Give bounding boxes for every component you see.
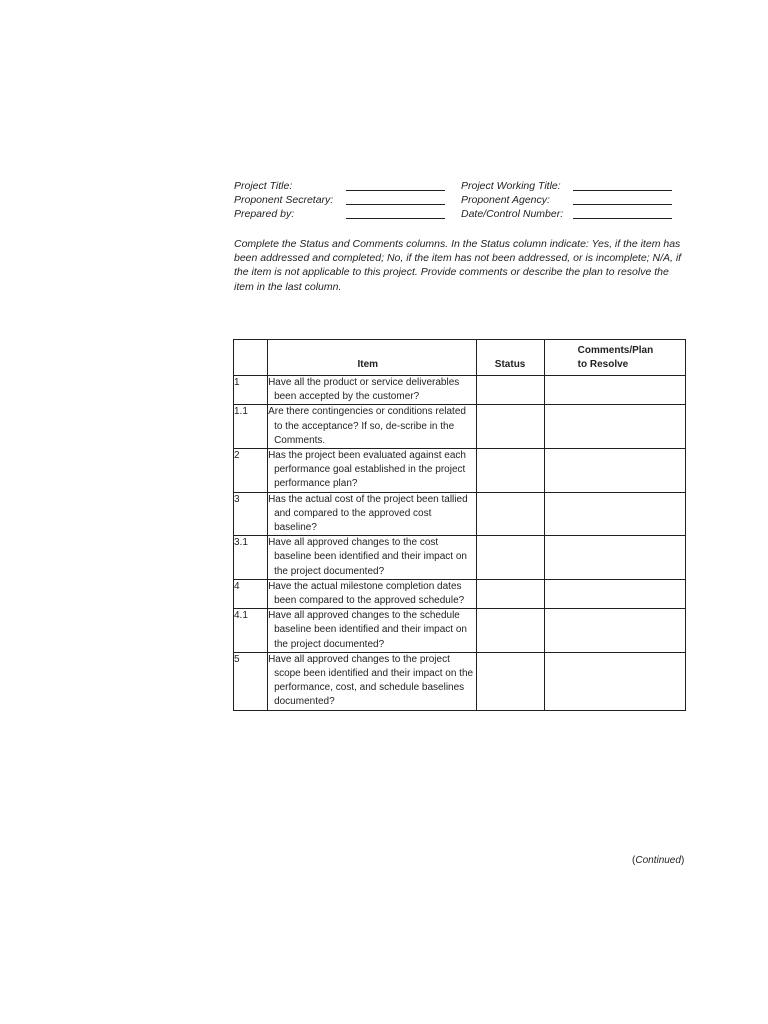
project-title-field[interactable] <box>346 190 445 191</box>
comments-cell[interactable] <box>544 652 685 710</box>
item-number: 4.1 <box>234 609 268 653</box>
comments-cell[interactable] <box>544 579 685 608</box>
proponent-secretary-field[interactable] <box>346 204 445 205</box>
item-number: 3.1 <box>234 536 268 580</box>
item-question-text: Have all the product or service deliverables been accepted by the customer? <box>268 377 460 403</box>
comments-cell[interactable] <box>544 449 685 493</box>
prepared-by-field[interactable] <box>346 218 445 219</box>
item-question <box>268 579 476 608</box>
item-question <box>268 492 476 536</box>
item-number: 4 <box>234 579 268 608</box>
proponent-agency-field[interactable] <box>573 204 672 205</box>
comments-header-line-1: Comments/Plan <box>577 344 654 356</box>
prepared-by-label: Prepared by: <box>234 208 295 220</box>
project-header-fields <box>234 180 684 222</box>
status-cell[interactable] <box>476 405 544 449</box>
item-question <box>268 405 476 449</box>
date-control-number-label: Date/Control Number: <box>461 208 564 220</box>
table-row <box>234 449 686 493</box>
item-question <box>268 652 476 710</box>
status-cell[interactable] <box>476 652 544 710</box>
table-row <box>234 376 686 405</box>
item-question-text: Are there contingencies or conditions related to the acceptance? If so, de-scribe in the Comments. <box>268 406 466 446</box>
item-question-text: Have all approved changes to the schedule baseline been identified and their impact on the project documented? <box>268 610 467 650</box>
item-question-text: Have all approved changes to the cost baseline been identified and their impact on the project documented? <box>268 537 467 577</box>
continued-note: (Continued) <box>632 855 685 866</box>
table-header-row <box>234 340 686 376</box>
item-question <box>268 609 476 653</box>
proponent-secretary-label: Proponent Secretary: <box>234 194 334 206</box>
comments-cell[interactable] <box>544 536 685 580</box>
status-cell[interactable] <box>476 579 544 608</box>
status-cell[interactable] <box>476 536 544 580</box>
item-question-text: Has the actual cost of the project been tallied and compared to the approved cost baseline? <box>268 493 468 534</box>
comments-cell[interactable] <box>544 492 685 536</box>
header-row-3 <box>234 208 684 222</box>
status-cell[interactable] <box>476 609 544 653</box>
item-question <box>268 376 476 405</box>
table-row <box>234 609 686 653</box>
header-row-1 <box>234 180 684 194</box>
number-column-header <box>234 340 268 376</box>
project-working-title-label: Project Working Title: <box>461 180 561 192</box>
table-row <box>234 536 686 580</box>
comments-column-header <box>544 340 685 376</box>
item-question-text: Have the actual milestone completion dates been compared to the approved schedule? <box>268 580 465 607</box>
date-control-number-field[interactable] <box>573 218 672 219</box>
comments-cell[interactable] <box>544 405 685 449</box>
closeout-checklist-table <box>233 339 686 711</box>
item-question-text: Has the project been evaluated against each performance goal established in the project performance plan? <box>268 450 466 490</box>
table-row <box>234 652 686 710</box>
comments-cell[interactable] <box>544 609 685 653</box>
status-cell[interactable] <box>476 376 544 405</box>
comments-header-line-2: to Resolve <box>577 358 629 370</box>
table-row <box>234 405 686 449</box>
item-question-text: Have all approved changes to the project scope been identified and their impact on the performance, cost, and schedule baselines documented? <box>268 653 474 708</box>
checklist-body <box>234 376 686 711</box>
status-cell[interactable] <box>476 449 544 493</box>
item-number: 3 <box>234 492 268 536</box>
instructions-paragraph: Complete the Status and Comments columns. In the Status column indicate: Yes, if the item has been addressed and completed; No, if the item has not been addressed, or is incomplete; N/A, if the item is not applicable to this project. Provide comments or describe the plan to resolve the item in the last column. <box>234 238 682 293</box>
project-title-label: Project Title: <box>234 180 293 192</box>
header-row-2 <box>234 194 684 208</box>
item-number: 1.1 <box>234 405 268 449</box>
proponent-agency-label: Proponent Agency: <box>461 194 550 206</box>
item-question <box>268 536 476 580</box>
status-column-header: Status <box>476 340 544 376</box>
status-cell[interactable] <box>476 492 544 536</box>
table-row <box>234 579 686 608</box>
item-number: 5 <box>234 652 268 710</box>
project-working-title-field[interactable] <box>573 190 672 191</box>
item-question <box>268 449 476 493</box>
item-column-header: Item <box>268 340 476 376</box>
item-number: 1 <box>234 376 268 405</box>
item-number: 2 <box>234 449 268 493</box>
table-row <box>234 492 686 536</box>
comments-cell[interactable] <box>544 376 685 405</box>
